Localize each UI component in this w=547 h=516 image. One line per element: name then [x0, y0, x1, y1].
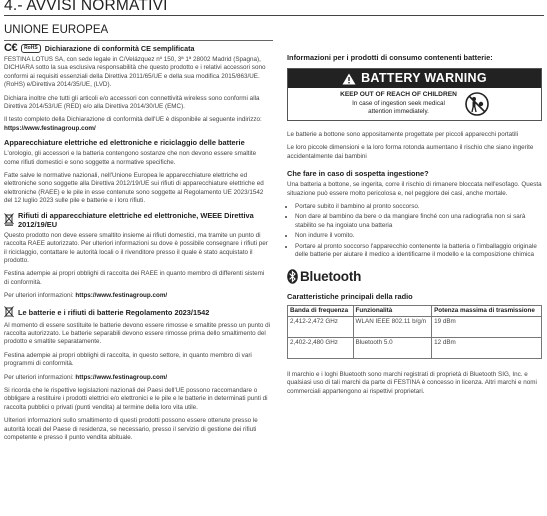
list-item: • Portare subito il bambino al pronto soccorso. — [295, 203, 542, 211]
weee-heading-row — [4, 211, 270, 229]
battery-paragraph-4: Si ricorda che le rispettive legislazioni nazionali dei Paesi dell'UE possono raccomandare o obbligare a restituire i prodotti elettrici e/o elettronici e le pile e le batterie in determinati punti di raccolta pubblici o privati (punti vendita) al termine della loro vita utile. — [4, 386, 268, 411]
battery-info-heading: Informazioni per i prodotti di consumo contenenti batterie: — [287, 53, 493, 62]
battery-warning-title: BATTERY WARNING — [361, 71, 487, 86]
ce-paragraph-1: FESTINA LOTUS SA, con sede legale in C/Velázquez nº 150, 3ª 1ª 28002 Madrid (Spagna), DICHIARA sotto la sua esclusiva responsabilità che questo prodotto e i relativi accessori sono conformi ai requisiti essenziali della Direttiva 2011/65/UE e della sua modifica 2015/863/UE. (RoHS) e/Direttiva 2014/35/UE, (LVD). — [4, 56, 266, 89]
bluetooth-logo — [287, 269, 542, 284]
ingestion-heading: Che fare in caso di sospetta ingestione? — [287, 169, 429, 179]
warning-line-2: In case of ingestion seek medical — [352, 100, 445, 107]
rohs-icon: RoHS — [21, 44, 41, 53]
battery-info-label: Per ulteriori informazioni: — [4, 373, 74, 381]
table-cell: 12 dBm — [432, 337, 542, 358]
section-divider — [4, 40, 273, 41]
page-title: 4.- AVVISI NORMATIVI — [4, 0, 168, 14]
title-divider — [4, 15, 544, 16]
list-item: • Portare al pronto soccorso l'apparecchio contenente la batteria o l'imballaggio originale delle batterie per aiutare il medico a identificarne il modello e la composizione chimica — [295, 243, 542, 260]
crossed-bin-icon-2 — [4, 306, 14, 319]
ce-paragraph-2: Dichiara inoltre che tutti gli articoli e/o accessori con connettività wireless sono conformi alla Direttiva 2014/53/UE (RED) e/o alla Direttiva 2014/30/UE (EMC). — [4, 94, 260, 111]
left-column — [4, 44, 270, 447]
weee-link[interactable]: https://www.festinagroup.com/ — [75, 292, 168, 300]
weee-paragraph-1: Questo prodotto non deve essere smaltito insieme ai rifiuti domestici, ma tramite un punto di raccolta RAEE autorizzato. Per ulteriori informazioni su dove è possibile consegnare i rifiuti per il riciclaggio, contattare le autorità locali o il rivenditore presso il quale è stato acquistato il prodotto. — [4, 231, 268, 264]
list-item: • Non indurre il vomito. — [295, 232, 542, 240]
bluetooth-wordmark: Bluetooth — [300, 268, 362, 284]
right-column — [287, 50, 542, 401]
list-item: • Non dare al bambino da bere o da mangiare finché con una radiografia non si sarà stabilito se ha ingoiato una batteria — [295, 213, 542, 230]
battery-heading-row — [4, 306, 270, 319]
battery-warning-text — [340, 91, 457, 116]
ingestion-paragraph: Una batteria a bottone, se ingerita, corre il rischio di rimanere bloccata nell'esofago. Questa situazione può essere molto pericolosa e, nel peggiore dei casi, anche mortale. — [287, 181, 542, 197]
recycling-paragraph-1: L'orologio, gli accessori e la batteria contengono sostanze che non devono essere smaltite come rifiuti domestici e sono soggette a normative specifiche. — [4, 150, 257, 166]
weee-paragraph-2: Festina adempie ai propri obblighi di raccolta dei RAEE in quanto membro di differenti sistemi di conformità. — [4, 270, 265, 286]
ingestion-list — [287, 203, 542, 259]
battery-heading: Le batterie e i rifiuti di batterie Regolamento 2023/1542 — [18, 307, 210, 317]
battery-warning-box — [287, 68, 542, 121]
battery-paragraph-5: Ulteriori informazioni sullo smaltimento di questi prodotti possono essere ottenute presso le autorità locali del Paese di residenza, se necessario, presso il servizio di gestione dei rifiuti competente e presso il punto vendita abituale. — [4, 417, 258, 441]
table-header: Banda di frequenza — [288, 306, 354, 317]
table-header-row — [288, 306, 542, 317]
table-cell: 2,402-2,480 GHz — [288, 337, 354, 358]
battery-warning-body — [288, 88, 541, 120]
table-row — [288, 316, 542, 337]
ce-mark-icon: C€ — [4, 42, 18, 55]
recycling-heading: Apparecchiature elettriche ed elettroniche e riciclaggio delle batterie — [4, 138, 245, 148]
weee-info-label: Per ulteriori informazioni: — [4, 292, 74, 300]
table-cell: 2,412-2,472 GHz — [288, 316, 354, 337]
section-title: UNIONE EUROPEA — [4, 24, 109, 36]
warning-line-3: attention immediately. — [368, 108, 429, 115]
table-cell: 19 dBm — [432, 316, 542, 337]
warning-triangle-icon — [342, 73, 356, 85]
battery-info-paragraph-2: Le loro piccole dimensioni e la loro forma rotonda aumentano il rischio che siano ingerite accidentalmente dai bambini — [287, 144, 534, 160]
battery-warning-header — [288, 69, 541, 88]
table-header: Funzionalità — [353, 306, 432, 317]
weee-heading: Rifiuti di apparecchiature elettriche ed elettroniche, WEEE Direttiva 2012/19/EU — [18, 210, 254, 229]
table-cell: Bluetooth 5.0 — [353, 337, 432, 358]
battery-paragraph-1: Al momento di essere sostituite le batterie devono essere rimosse e smaltite presso un punto di raccolta autorizzato. Le batterie separabili devono essere rimosse prima dello smaltimento del prodotto e smaltite separatamente. — [4, 321, 271, 346]
table-cell: WLAN IEEE 802.11 b/g/n — [353, 316, 432, 337]
bluetooth-icon — [287, 269, 298, 284]
ce-heading: Dichiarazione di conformità CE semplificata — [44, 44, 195, 53]
ce-paragraph-3-text: Il testo completo della Dichiarazione di conformità dell'UE è disponibile al seguente indirizzo: — [4, 116, 262, 124]
ce-heading-row — [4, 44, 270, 53]
ce-paragraph-3 — [4, 116, 270, 133]
battery-paragraph-3 — [4, 374, 270, 382]
table-header: Potenza massima di trasmissione — [432, 306, 542, 317]
battery-paragraph-2: Festina adempie ai propri obblighi di raccolta, in questo settore, in quanto membro di vari programmi di conformità. — [4, 351, 252, 368]
trademark-paragraph: Il marchio e i loghi Bluetooth sono marchi registrati di proprietà di Bluetooth SIG, Inc. e qualsiasi uso di tali marchi da parte di FESTINA è concesso in licenza. Altri marchi e nomi commerciali appartengono ai rispettivi proprietari. — [287, 370, 537, 395]
battery-info-paragraph-1: Le batterie a bottone sono appositamente progettate per piccoli apparecchi portatili — [287, 131, 519, 138]
weee-paragraph-3 — [4, 292, 270, 300]
table-row — [288, 337, 542, 358]
radio-table — [287, 305, 542, 359]
battery-link[interactable]: https://www.festinagroup.com/ — [75, 373, 168, 381]
keep-away-from-children-icon — [465, 92, 489, 116]
radio-heading: Caratteristiche principali della radio — [287, 292, 413, 302]
crossed-bin-icon — [4, 213, 14, 226]
ce-link[interactable]: https://www.festinagroup.com/ — [4, 124, 96, 132]
recycling-paragraph-2: Fatte salve le normative nazionali, nell'Unione Europea le apparecchiature elettriche ed elettroniche sono soggette alla Direttiva 2012/19/UE sui rifiuti di apparecchiature elettriche ed elettroniche (RAEE) e le pile in esse contenute sono soggette al Regolamento UE 2023/1542 del 12 luglio 2023 sulle pile e batterie e i loro rifiuti. — [4, 172, 264, 205]
warning-keep-out: KEEP OUT OF REACH OF CHILDREN — [340, 91, 457, 98]
